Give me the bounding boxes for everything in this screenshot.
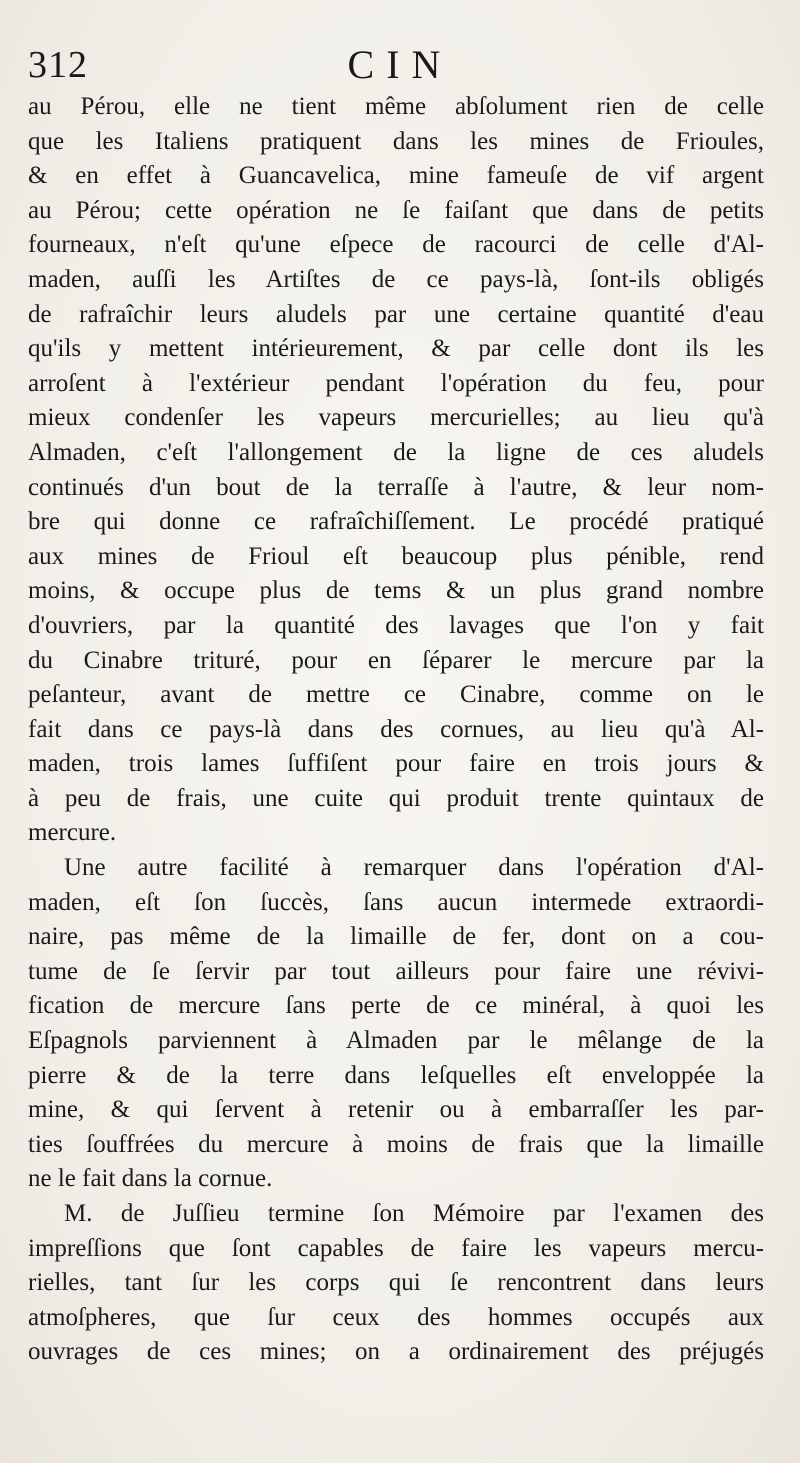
- text-line: Eſpagnols parviennent à Almaden par le mêlange de la: [28, 1027, 764, 1055]
- text-line: aux mines de Frioul eſt beaucoup plus pénible, rend: [28, 542, 764, 570]
- text-line: de rafraîchir leurs aludels par une certaine quantité d'eau: [28, 300, 764, 328]
- text-line: maden, auſſi les Artiſtes de ce pays-là, ſont-ils obligés: [28, 265, 764, 293]
- text-line: rielles, tant ſur les corps qui ſe rencontrent dans leurs: [28, 1269, 764, 1297]
- text-line: mine, & qui ſervent à retenir ou à embarraſſer les par-: [28, 1096, 764, 1124]
- text-line: ne le fait dans la cornue.: [28, 1165, 273, 1193]
- text-line: Une autre facilité à remarquer dans l'opération d'Al-: [64, 854, 764, 882]
- text-line: pierre & de la terre dans leſquelles eſt enveloppée la: [28, 1061, 764, 1089]
- text-line: du Cinabre trituré, pour en ſéparer le mercure par la: [28, 646, 764, 674]
- text-line: fication de mercure ſans perte de ce minéral, à quoi les: [28, 992, 764, 1020]
- text-line: ties ſouffrées du mercure à moins de frais que la limaille: [28, 1130, 764, 1158]
- text-line: atmoſpheres, que ſur ceux des hommes occupés aux: [28, 1303, 764, 1331]
- text-line: au Pérou; cette opération ne ſe faiſant que dans de petits: [28, 196, 764, 224]
- text-line: tume de ſe ſervir par tout ailleurs pour faire une révivi-: [28, 957, 764, 985]
- running-head: CIN: [347, 42, 453, 87]
- text-line: Almaden, c'eſt l'allongement de la ligne de ces aludels: [28, 438, 764, 466]
- text-line: M. de Juſſieu termine ſon Mémoire par l'examen des: [64, 1200, 764, 1227]
- text-line: peſanteur, avant de mettre ce Cinabre, comme on le: [28, 681, 764, 709]
- text-line: maden, eſt ſon ſuccès, ſans aucun intermede extraordi-: [28, 888, 764, 916]
- page-header: [28, 40, 772, 90]
- text-line: au Pérou, elle ne tient même abſolument rien de celle: [28, 93, 764, 120]
- body-text: [28, 90, 764, 1370]
- text-line: mercure.: [28, 819, 117, 847]
- text-line: que les Italiens pratiquent dans les mines de Frioules,: [28, 127, 764, 155]
- text-line: fourneaux, n'eſt qu'une eſpece de racourci de celle d'Al-: [28, 231, 764, 259]
- text-line: ouvrages de ces mines; on a ordinairement des préjugés: [28, 1338, 764, 1366]
- text-line: bre qui donne ce rafraîchiſſement. Le procédé pratiqué: [28, 508, 764, 536]
- text-line: maden, trois lames ſuffiſent pour faire en trois jours &: [28, 750, 764, 778]
- text-line: à peu de frais, une cuite qui produit trente quintaux de: [28, 784, 764, 812]
- text-line: mieux condenſer les vapeurs mercurielles; au lieu qu'à: [28, 404, 764, 432]
- text-line: fait dans ce pays-là dans des cornues, au lieu qu'à Al-: [28, 715, 764, 743]
- text-line: impreſſions que ſont capables de faire les vapeurs mercu-: [28, 1234, 764, 1262]
- paragraph: [28, 90, 764, 851]
- text-line: d'ouvriers, par la quantité des lavages que l'on y fait: [28, 611, 764, 639]
- page-number: 312: [28, 44, 88, 86]
- paragraph: [28, 1197, 764, 1370]
- paragraph: [28, 851, 764, 1197]
- text-line: arroſent à l'extérieur pendant l'opération du feu, pour: [28, 369, 764, 397]
- text-line: moins, & occupe plus de tems & un plus grand nombre: [28, 577, 764, 605]
- text-line: naire, pas même de la limaille de fer, dont on a cou-: [28, 923, 764, 951]
- text-line: qu'ils y mettent intérieurement, & par celle dont ils les: [28, 335, 764, 363]
- text-line: & en effet à Guancavelica, mine fameuſe de vif argent: [28, 162, 764, 190]
- text-line: continués d'un bout de la terraſſe à l'autre, & leur nom-: [28, 473, 764, 501]
